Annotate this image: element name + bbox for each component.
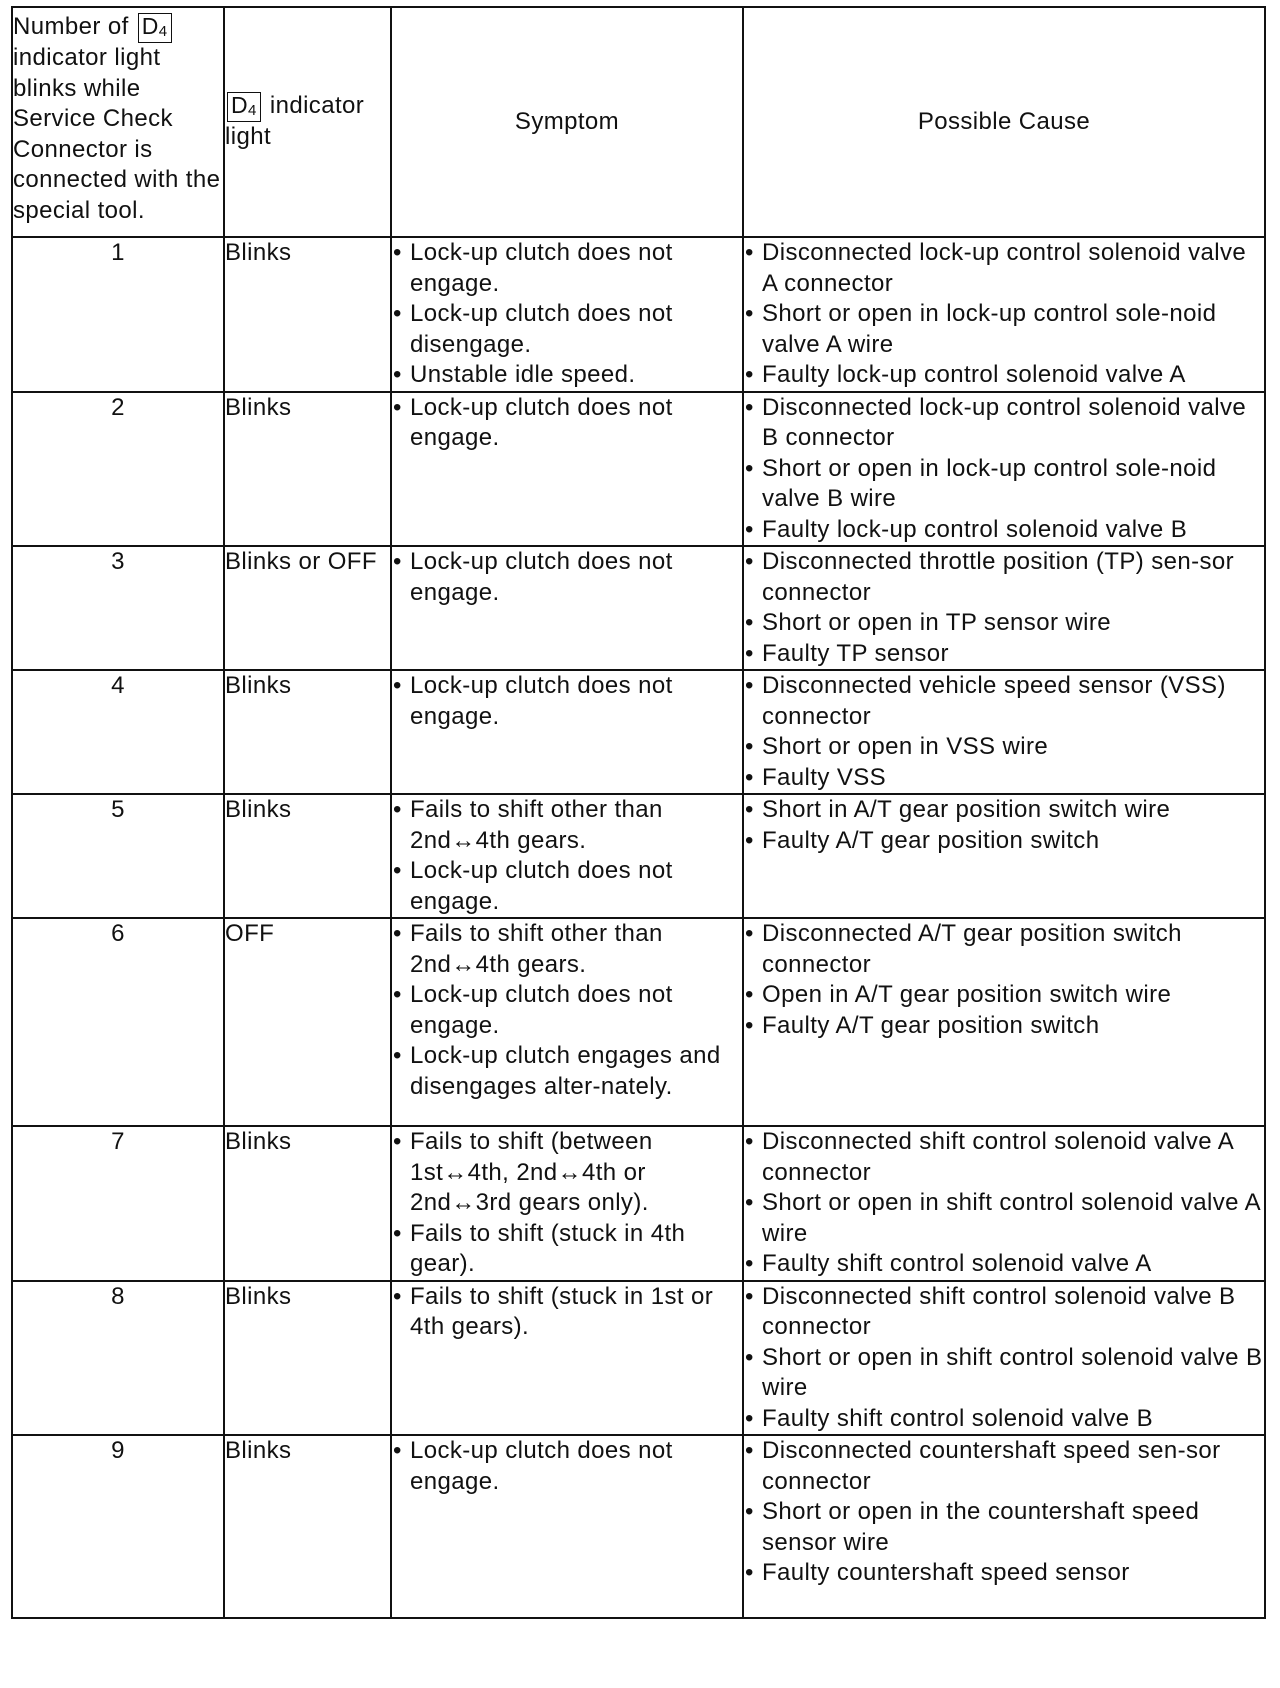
cause-item: • Faulty A/T gear position switch (744, 1011, 1264, 1042)
blink-count-cell: 4 (12, 670, 224, 794)
symptom-list (392, 671, 742, 732)
cause-item: • Faulty A/T gear position switch (744, 826, 1264, 857)
indicator-light-cell: Blinks (224, 794, 391, 918)
indicator-light-cell: Blinks or OFF (224, 546, 391, 670)
symptom-item: • Fails to shift other than 2nd↔4th gears. (392, 919, 742, 980)
cause-item: • Disconnected lock-up control solenoid valve A connector (744, 238, 1264, 299)
symptom-cell (391, 918, 743, 1126)
symptom-item: • Lock-up clutch does not engage. (392, 1436, 742, 1497)
symptom-item: • Lock-up clutch does not engage. (392, 547, 742, 608)
symptom-item: • Fails to shift (between 1st↔4th, 2nd↔4th or 2nd↔3rd gears only). (392, 1127, 742, 1219)
table-row (12, 546, 1265, 670)
cause-item: • Short in A/T gear position switch wire (744, 795, 1264, 826)
cause-item: • Faulty shift control solenoid valve B (744, 1404, 1264, 1435)
blink-count-cell: 6 (12, 918, 224, 1126)
cause-cell (743, 670, 1265, 794)
cause-item: • Short or open in lock-up control sole-noid valve B wire (744, 454, 1264, 515)
symptom-cell (391, 237, 743, 392)
blink-count-cell: 8 (12, 1281, 224, 1436)
cause-cell (743, 237, 1265, 392)
cause-list (744, 1127, 1264, 1280)
cause-list (744, 1282, 1264, 1435)
cause-cell (743, 546, 1265, 670)
symptom-list (392, 1436, 742, 1497)
indicator-light-cell: Blinks (224, 670, 391, 794)
symptom-item: • Unstable idle speed. (392, 360, 742, 391)
header-blink-count-prefix: Number of (13, 13, 129, 40)
symptom-cell (391, 1281, 743, 1436)
cause-item: • Short or open in the countershaft speed sensor wire (744, 1497, 1264, 1558)
table-header-row (12, 7, 1265, 237)
table-row (12, 1126, 1265, 1281)
header-symptom: Symptom (391, 7, 743, 237)
cause-cell (743, 794, 1265, 918)
cause-item: • Faulty TP sensor (744, 639, 1264, 670)
cause-cell (743, 1281, 1265, 1436)
troubleshooting-sheet (11, 6, 1266, 1619)
troubleshooting-table (11, 6, 1266, 1619)
d4-indicator-icon: $D_4$ (227, 92, 261, 122)
symptom-item: • Fails to shift (stuck in 1st or 4th gears). (392, 1282, 742, 1343)
cause-item: • Faulty countershaft speed sensor (744, 1558, 1264, 1589)
table-row (12, 1435, 1265, 1618)
blink-count-cell: 9 (12, 1435, 224, 1618)
cause-item: • Faulty lock-up control solenoid valve A (744, 360, 1264, 391)
blink-count-cell: 2 (12, 392, 224, 547)
cause-cell (743, 918, 1265, 1126)
cause-item: • Disconnected throttle position (TP) sen-sor connector (744, 547, 1264, 608)
cause-item: • Disconnected countershaft speed sen-sor connector (744, 1436, 1264, 1497)
symptom-cell (391, 392, 743, 547)
cause-cell (743, 392, 1265, 547)
symptom-item: • Fails to shift other than 2nd↔4th gears. (392, 795, 742, 856)
header-indicator-light (224, 7, 391, 237)
symptom-cell (391, 1435, 743, 1618)
cause-item: • Short or open in VSS wire (744, 732, 1264, 763)
indicator-light-cell: Blinks (224, 1281, 391, 1436)
cause-item: • Disconnected vehicle speed sensor (VSS) connector (744, 671, 1264, 732)
blink-count-cell: 3 (12, 546, 224, 670)
cause-list (744, 238, 1264, 391)
symptom-item: • Lock-up clutch engages and disengages alter-nately. (392, 1041, 742, 1102)
cause-list (744, 1436, 1264, 1589)
symptom-item: • Lock-up clutch does not disengage. (392, 299, 742, 360)
cause-item: • Open in A/T gear position switch wire (744, 980, 1264, 1011)
indicator-light-cell: Blinks (224, 1435, 391, 1618)
cause-list (744, 671, 1264, 793)
symptom-item: • Lock-up clutch does not engage. (392, 671, 742, 732)
symptom-list (392, 393, 742, 454)
cause-item: • Disconnected shift control solenoid valve B connector (744, 1282, 1264, 1343)
header-blink-count-suffix: indicator light blinks while Service Check Connector is connected with the special tool. (13, 44, 221, 224)
indicator-light-cell: OFF (224, 918, 391, 1126)
cause-item: • Short or open in lock-up control sole-noid valve A wire (744, 299, 1264, 360)
cause-item: • Short or open in TP sensor wire (744, 608, 1264, 639)
cause-list (744, 393, 1264, 546)
symptom-list (392, 238, 742, 391)
header-blink-count (12, 7, 224, 237)
symptom-item: • Lock-up clutch does not engage. (392, 856, 742, 917)
cause-cell (743, 1126, 1265, 1281)
cause-list (744, 919, 1264, 1041)
table-row (12, 918, 1265, 1126)
d4-indicator-icon: $D_4$ (138, 13, 172, 43)
symptom-item: • Lock-up clutch does not engage. (392, 393, 742, 454)
table-row (12, 670, 1265, 794)
symptom-cell (391, 794, 743, 918)
symptom-item: • Lock-up clutch does not engage. (392, 980, 742, 1041)
header-possible-cause: Possible Cause (743, 7, 1265, 237)
symptom-cell (391, 546, 743, 670)
cause-item: • Short or open in shift control solenoid valve B wire (744, 1343, 1264, 1404)
blink-count-cell: 1 (12, 237, 224, 392)
cause-item: • Disconnected A/T gear position switch connector (744, 919, 1264, 980)
symptom-cell (391, 670, 743, 794)
cause-cell (743, 1435, 1265, 1618)
indicator-light-cell: Blinks (224, 237, 391, 392)
cause-list (744, 547, 1264, 669)
header-indicator-light-label: indicator light (225, 92, 365, 151)
symptom-cell (391, 1126, 743, 1281)
table-row (12, 392, 1265, 547)
symptom-list (392, 1127, 742, 1280)
symptom-list (392, 547, 742, 608)
symptom-list (392, 1282, 742, 1343)
cause-item: • Disconnected shift control solenoid valve A connector (744, 1127, 1264, 1188)
table-row (12, 237, 1265, 392)
blink-count-cell: 7 (12, 1126, 224, 1281)
table-body (12, 237, 1265, 1618)
table-row (12, 1281, 1265, 1436)
symptom-list (392, 919, 742, 1102)
indicator-light-cell: Blinks (224, 1126, 391, 1281)
table-row (12, 794, 1265, 918)
symptom-item: • Lock-up clutch does not engage. (392, 238, 742, 299)
indicator-light-cell: Blinks (224, 392, 391, 547)
cause-item: • Faulty shift control solenoid valve A (744, 1249, 1264, 1280)
cause-item: • Disconnected lock-up control solenoid valve B connector (744, 393, 1264, 454)
cause-item: • Faulty VSS (744, 763, 1264, 794)
symptom-list (392, 795, 742, 917)
cause-item: • Short or open in shift control solenoid valve A wire (744, 1188, 1264, 1249)
blink-count-cell: 5 (12, 794, 224, 918)
cause-item: • Faulty lock-up control solenoid valve B (744, 515, 1264, 546)
cause-list (744, 795, 1264, 856)
symptom-item: • Fails to shift (stuck in 4th gear). (392, 1219, 742, 1280)
